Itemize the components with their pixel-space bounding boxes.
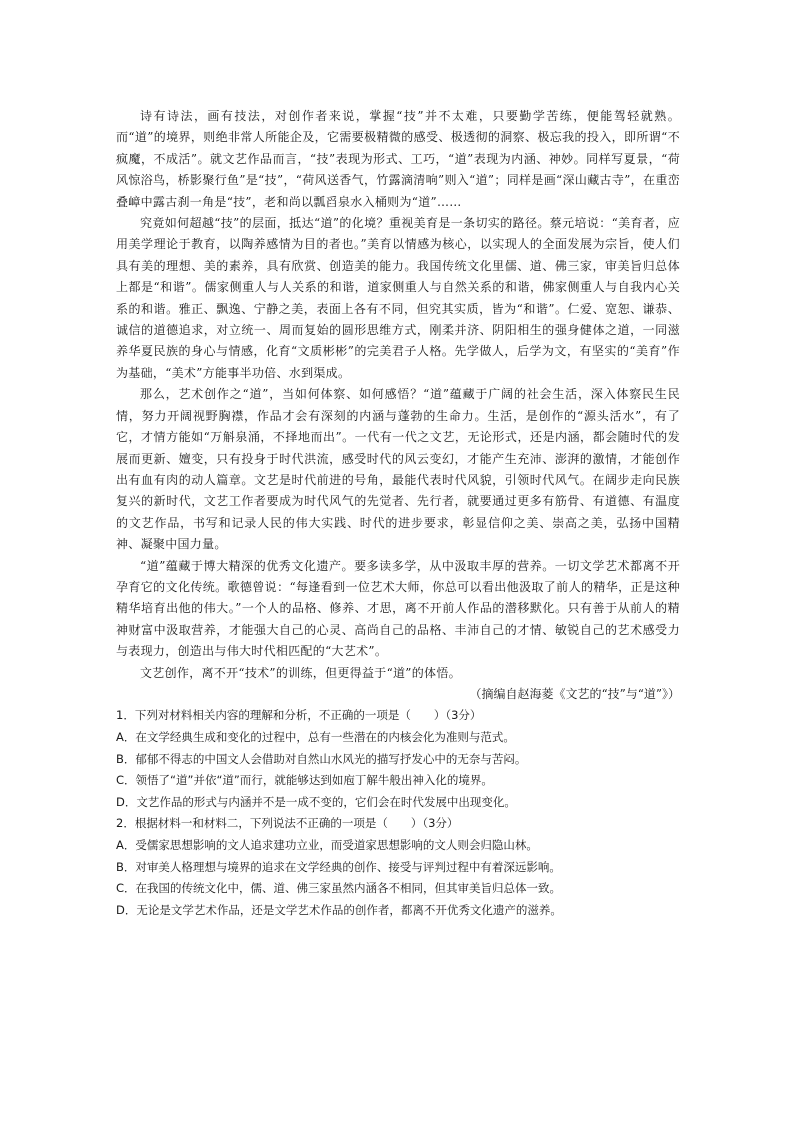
question-option-c: C．领悟了“道”并依“道”而行，就能够达到如庖丁解牛般出神入化的境界。 <box>116 773 493 788</box>
question-stem: 2．根据材料一和材料二，下列说法不正确的一项是（ ）（3分） <box>116 816 459 831</box>
passage-paragraph: 那么，艺术创作之“道”，当如何体察、如何感悟？“道”蕴藏于广阔的社会生活，深入体察民生民情，努力开阔视野胸襟，作品才会有深刻的内涵与蓬勃的生命力。生活，是创作的“源头活水”，有了它，才情方能如“万斛泉涌，不择地而出”。一代有一代之文艺，无论形式，还是内涵，都会随时代的发展而更新、嬗变，只有投身于时代洪流，感受时代的风云变幻，才能产生充沛、澎湃的激情，才能创作出有血有肉的动人篇章。文艺是时代前进的号角，最能代表时代风貌，引领时代风气。在阔步走向民族复兴的新时代，文艺工作者要成为时代风气的先觉者、先行者，就要通过更多有筋骨、有道德、有温度的文艺作品，书写和记录人民的伟大实践、时代的进步要求，彰显信仰之美、崇高之美，弘扬中国精神、凝聚中国力量。 <box>116 387 680 552</box>
question-stem: 1．下列对材料相关内容的理解和分析，不正确的一项是（ ）（3分） <box>116 708 482 723</box>
passage-paragraph: 究竟如何超越“技”的层面，抵达“道”的化境？重视美育是一条切实的路径。蔡元培说：“美育者，应用美学理论于教育，以陶养感情为目的者也。”美育以情感为核心，以实现人的全面发展为宗旨，使人们具有美的理想、美的素养，具有欣赏、创造美的能力。我国传统文化里儒、道、佛三家，审美旨归总体上都是“和谐”。儒家侧重人与人关系的和谐，道家侧重人与自然关系的和谐，佛家侧重人与自我内心关系的和谐。雅正、飘逸、宁静之美，表面上各有不同，但究其实质，皆为“和谐”。仁爱、宽恕、谦恭、诚信的道德追求，对立统一、周而复始的圆形思维方式，刚柔并济、阴阳相生的强身健体之道，一同滋养华夏民族的身心与情感，化育“文质彬彬”的完美君子人格。先学做人，后学为文，有坚实的“美育”作为基础，“美术”方能事半功倍、水到渠成。 <box>116 216 680 380</box>
question-2 <box>116 813 680 921</box>
passage-paragraph: “道”蕴藏于博大精深的优秀文化遗产。要多读多学，从中汲取丰厚的营养。一切文学艺术都离不开孕育它的文化传统。歌德曾说：“每逢看到一位艺术大师，你总可以看出他汲取了前人的精华，正是这种精华培育出他的伟大。”一个人的品格、修养、才思，离不开前人作品的潜移默化。只有善于从前人的精神财富中汲取营养，才能强大自己的心灵、高尚自己的品格、丰沛自己的才情、敏锐自己的艺术感受力与表现力，创造出与伟大时代相匹配的“大艺术”。 <box>116 558 680 659</box>
passage-paragraph: 文艺创作，离不开“技术”的训练，但更得益于“道”的体悟。 <box>140 665 461 680</box>
question-option-a: A．在文学经典生成和变化的过程中，总有一些潜在的内核会化为准则与范式。 <box>116 729 515 744</box>
question-1 <box>116 705 680 813</box>
question-option-b: B．郁郁不得志的中国文人会借助对自然山水风光的描写抒发心中的无奈与苦闷。 <box>116 751 527 766</box>
exam-page <box>116 106 680 921</box>
reading-passage <box>116 106 680 684</box>
passage-source: （摘编自赵海菱《文艺的“技”与“道”》） <box>469 686 680 701</box>
question-option-a: A．受儒家思想影响的文人追求建功立业，而受道家思想影响的文人则会归隐山林。 <box>116 837 538 852</box>
question-option-c: C．在我国的传统文化中，儒、道、佛三家虽然内涵各不相同，但其审美旨归总体一致。 <box>116 881 562 896</box>
question-option-d: D．文艺作品的形式与内涵并不是一成不变的，它们会在时代发展中出现变化。 <box>116 794 516 809</box>
question-option-d: D．无论是文学艺术作品，还是文学艺术作品的创作者，都离不开优秀文化遗产的滋养。 <box>116 902 562 917</box>
question-option-b: B．对审美人格理想与境界的追求在文学经典的创作、接受与评判过程中有着深远影响。 <box>116 859 561 874</box>
passage-paragraph: 诗有诗法，画有技法，对创作者来说，掌握“技”并不太难，只要勤学苦练，便能驾轻就熟。而“道”的境界，则绝非常人所能企及，它需要极精微的感受、极透彻的洞察、极忘我的投入，即所谓“不疯魔，不成活”。就文艺作品而言，“技”表现为形式、工巧，“道”表现为内涵、神妙。同样写夏景，“荷风惊浴鸟，桥影聚行鱼”是“技”，“荷风送香气，竹露滴清响”则入“道”；同样是画“深山藏古寺”，在重峦叠嶂中露古刹一角是“技”，老和尚以瓢舀泉水入桶则为“道”…… <box>116 109 680 209</box>
question-list <box>116 705 680 921</box>
